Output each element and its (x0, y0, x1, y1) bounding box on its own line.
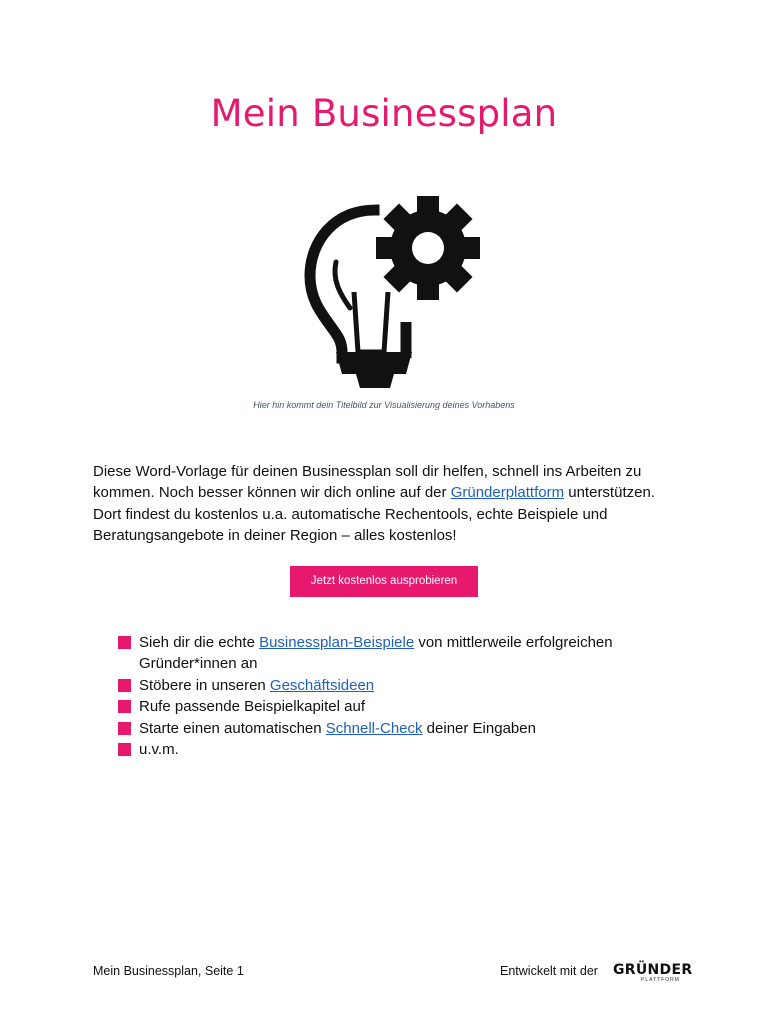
bullet-square-icon (118, 700, 131, 713)
intro-text-after: unterstützen. Dort findest du kostenlos u.a. automatische Rechentools, echte Beispiele und Beratungsangebote in deiner Region – alles kostenlos! (93, 484, 655, 545)
list-item-text: Starte einen automatischen (139, 719, 326, 737)
list-item-text: Stöbere in unseren (139, 676, 270, 694)
lightbulb-gear-icon (296, 192, 492, 392)
page-title: Mein Businessplan (210, 92, 558, 135)
made-with-label: Entwickelt mit der (500, 964, 598, 978)
bullet-square-icon (118, 743, 131, 756)
logo-main-text: GRÜNDER (613, 962, 693, 978)
bullet-square-icon (118, 636, 131, 649)
feature-list (118, 632, 698, 760)
gruenderplattform-link[interactable]: Gründerplattform (450, 484, 565, 502)
intro-paragraph (93, 461, 673, 547)
gruenderplattform-logo[interactable] (613, 962, 693, 984)
list-item (118, 739, 698, 760)
list-item-text: deiner Eingaben (422, 719, 536, 737)
footer-page-label: Mein Businessplan, Seite 1 (93, 964, 244, 978)
footer-branding (500, 962, 700, 986)
geschaeftsideen-link[interactable]: Geschäftsideen (269, 676, 375, 694)
list-item-text: Sieh dir die echte (139, 634, 260, 651)
businessplan-beispiele-link[interactable]: Businessplan-Beispiele (259, 634, 415, 651)
bullet-square-icon (118, 679, 131, 692)
image-caption: Hier hin kommt dein Titelbild zur Visualisierung deines Vorhabens (253, 400, 515, 410)
intro-text-before: Diese Word-Vorlage für deinen Businessplan soll dir helfen, schnell ins Arbeiten zu kommen. Noch besser können wir dich online auf der (93, 463, 642, 502)
list-item (118, 696, 698, 717)
bullet-square-icon (118, 722, 131, 735)
list-item-text: u.v.m. (139, 741, 179, 759)
logo-sub-text: PLATTFORM (641, 977, 680, 983)
list-item-text: Rufe passende Beispielkapitel auf (139, 698, 365, 716)
schnell-check-link[interactable]: Schnell-Check (325, 719, 423, 737)
list-item (118, 675, 698, 696)
try-free-button[interactable]: Jetzt kostenlos ausprobieren (290, 566, 478, 597)
list-item (118, 718, 698, 739)
list-item (118, 632, 698, 675)
list-item-text: von mittlerweile erfolgreichen Gründer*innen an (139, 634, 613, 673)
